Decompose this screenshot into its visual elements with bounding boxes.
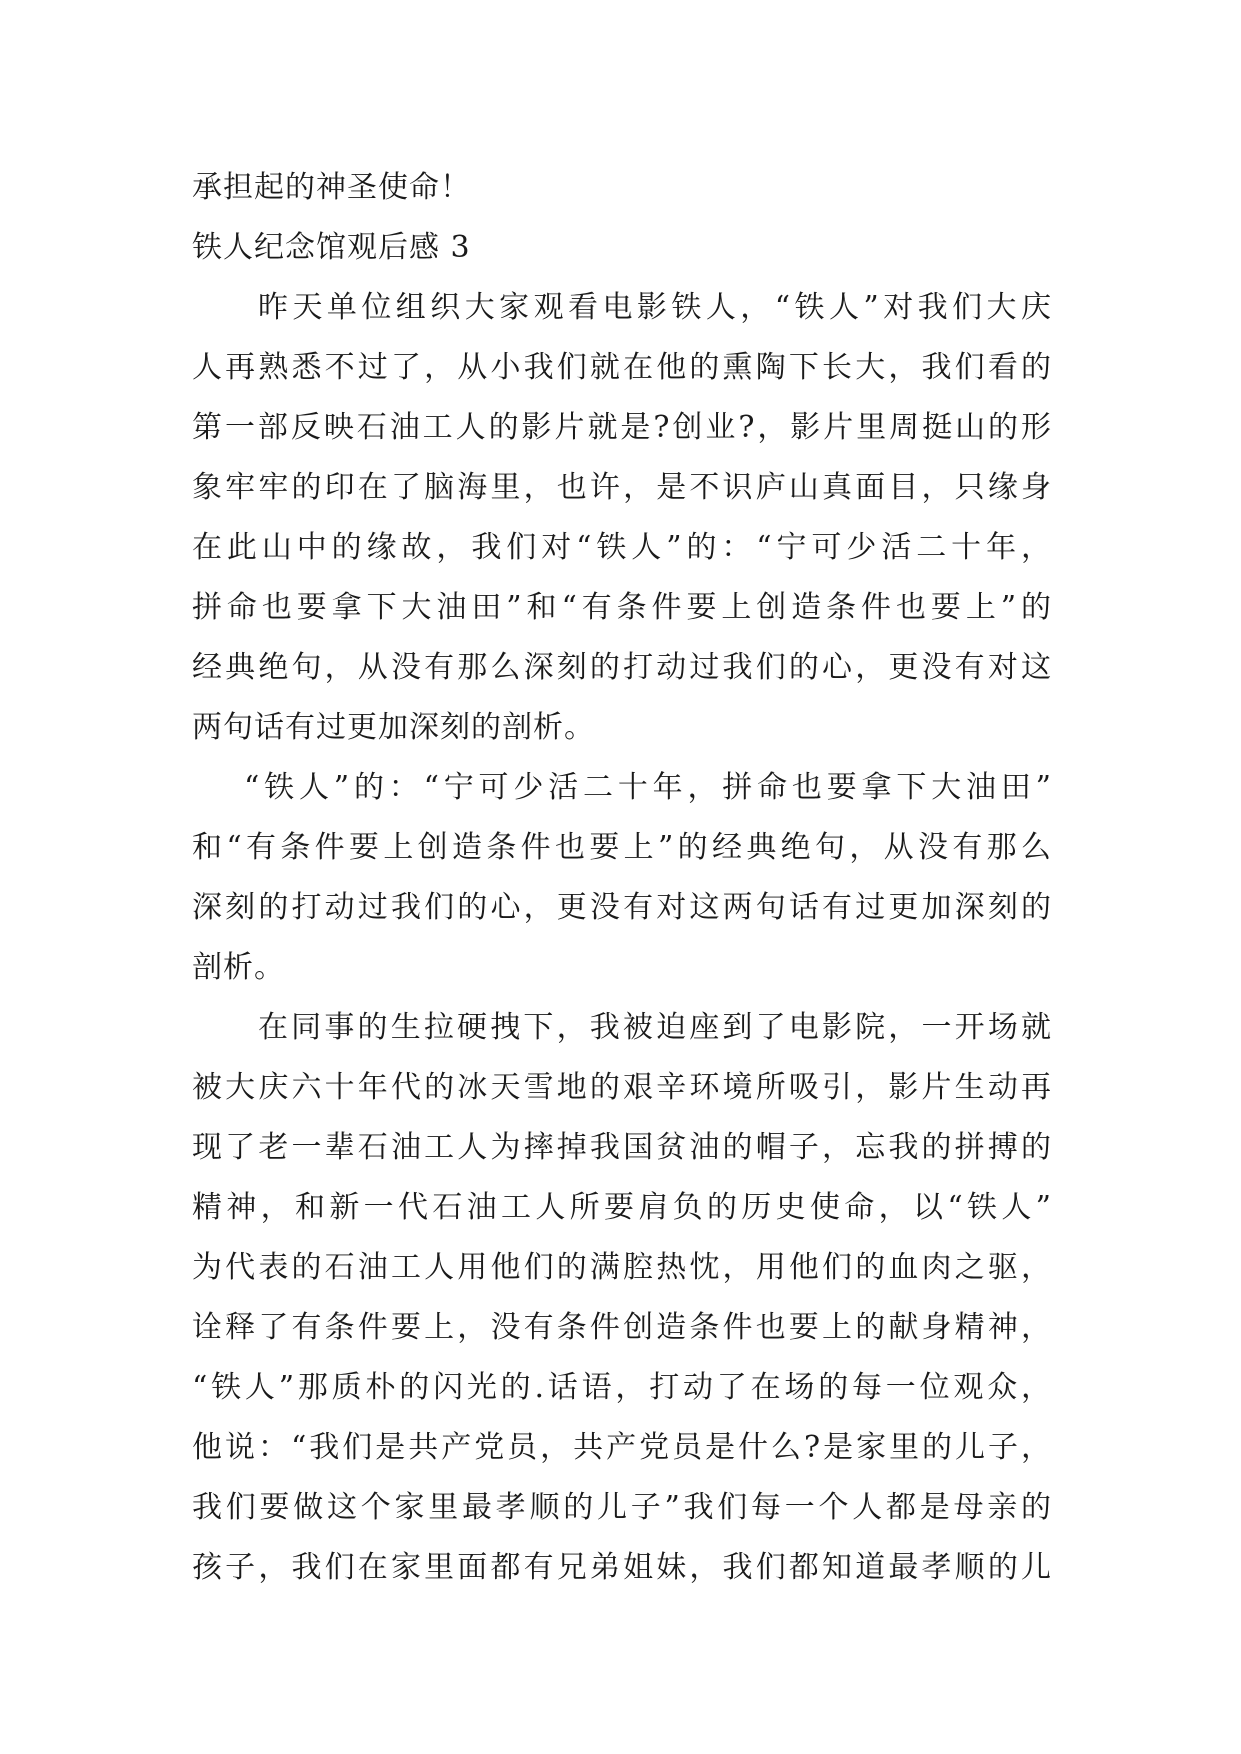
paragraph-line: 经典绝句，从没有那么深刻的打动过我们的心，更没有对这 [192, 650, 1052, 685]
paragraph-line: 剖析。 [192, 950, 285, 985]
paragraph-line: 为代表的石油工人用他们的满腔热忱，用他们的血肉之驱， [192, 1250, 1052, 1285]
paragraph-line: 第一部反映石油工人的影片就是?创业?，影片里周挺山的形 [192, 410, 1052, 445]
paragraph-line: 他说：“我们是共产党员，共产党员是什么?是家里的儿子， [192, 1430, 1052, 1465]
paragraph-line: 诠释了有条件要上，没有条件创造条件也要上的献身精神， [192, 1310, 1052, 1345]
lead-line: 承担起的神圣使命！ [192, 170, 471, 205]
paragraph-line: 在此山中的缘故，我们对“铁人”的：“宁可少活二十年， [192, 530, 1052, 565]
paragraph-line: 在同事的生拉硬拽下，我被迫座到了电影院，一开场就 [258, 1010, 1052, 1045]
paragraph-3 [192, 998, 1052, 1598]
paragraph-line: 昨天单位组织大家观看电影铁人，“铁人”对我们大庆 [258, 290, 1052, 325]
paragraph-line: “铁人”那质朴的闪光的.话语，打动了在场的每一位观众， [192, 1370, 1052, 1405]
paragraph-line: 拼命也要拿下大油田”和“有条件要上创造条件也要上”的 [192, 590, 1052, 625]
section-heading: 铁人纪念馆观后感 3 [192, 230, 471, 265]
paragraph-line: 我们要做这个家里最孝顺的儿子”我们每一个人都是母亲的 [192, 1490, 1052, 1525]
paragraph-line: “铁人”的：“宁可少活二十年，拼命也要拿下大油田” [244, 770, 1052, 805]
paragraph-1 [192, 278, 1052, 758]
paragraph-line: 象牢牢的印在了脑海里，也许，是不识庐山真面目，只缘身 [192, 470, 1052, 505]
paragraph-line: 两句话有过更加深刻的剖析。 [192, 710, 595, 745]
document-body [192, 158, 1052, 1598]
paragraph-line: 深刻的打动过我们的心，更没有对这两句话有过更加深刻的 [192, 890, 1052, 925]
paragraph-line: 人再熟悉不过了，从小我们就在他的熏陶下长大，我们看的 [192, 350, 1052, 385]
paragraph-2 [192, 758, 1052, 998]
paragraph-line: 现了老一辈石油工人为摔掉我国贫油的帽子，忘我的拼搏的 [192, 1130, 1052, 1165]
paragraph-line: 精神，和新一代石油工人所要肩负的历史使命，以“铁人” [192, 1190, 1052, 1225]
paragraph-line: 被大庆六十年代的冰天雪地的艰辛环境所吸引，影片生动再 [192, 1070, 1052, 1105]
paragraph-line: 和“有条件要上创造条件也要上”的经典绝句，从没有那么 [192, 830, 1052, 865]
paragraph-line: 孩子，我们在家里面都有兄弟姐妹，我们都知道最孝顺的儿 [192, 1550, 1052, 1585]
